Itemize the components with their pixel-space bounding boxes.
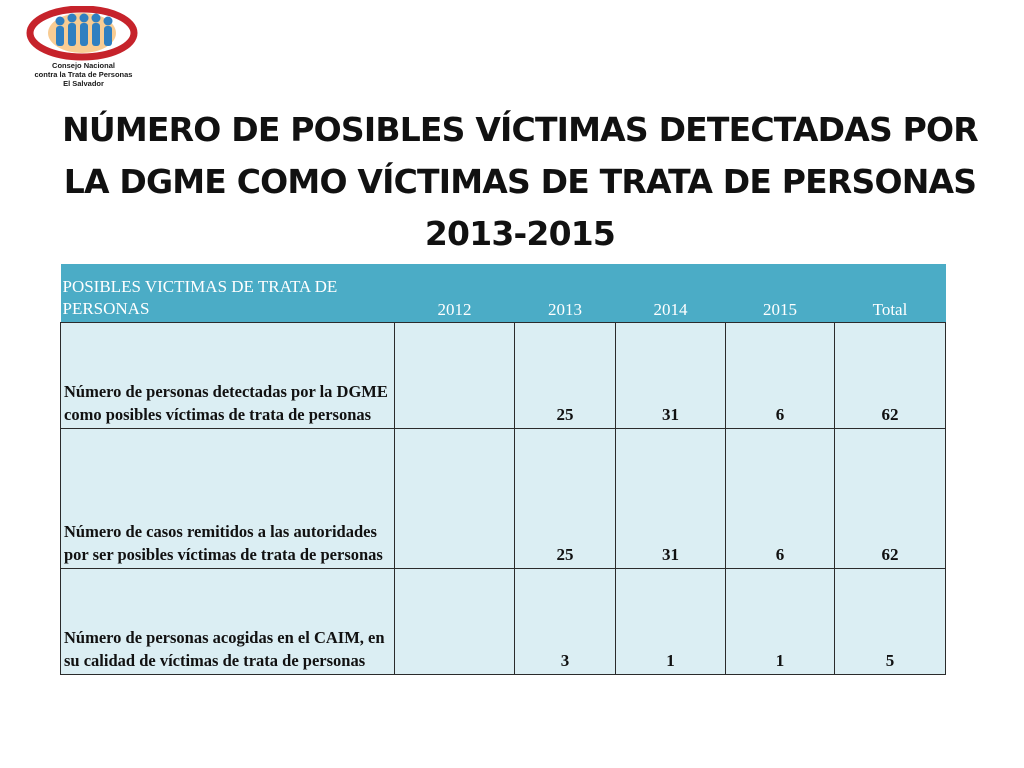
table-row [61,323,946,429]
cell-2012 [395,569,515,675]
column-header-2013: 2013 [515,264,616,323]
column-header-2015: 2015 [726,264,835,323]
column-header-total: Total [835,264,946,323]
cell-2012 [395,429,515,569]
table-row [61,429,946,569]
cell-2015: 6 [726,429,835,569]
cell-total: 62 [835,429,946,569]
cell-2013: 25 [515,323,616,429]
cell-2013: 3 [515,569,616,675]
cell-2014: 31 [616,323,726,429]
column-header-2012: 2012 [395,264,515,323]
column-header-label: POSIBLES VICTIMAS DE TRATA DE PERSONAS [61,264,395,323]
cell-2014: 31 [616,429,726,569]
data-table [60,264,946,675]
logo-line-3: El Salvador [63,79,104,88]
cell-2013: 25 [515,429,616,569]
logo-text [16,61,151,88]
council-emblem-icon [26,6,138,62]
cell-2012 [395,323,515,429]
row-label: Número de casos remitidos a las autoridades por ser posibles víctimas de trata de personas [61,429,395,569]
column-header-2014: 2014 [616,264,726,323]
row-label: Número de personas acogidas en el CAIM, en su calidad de víctimas de trata de personas [61,569,395,675]
cell-2015: 6 [726,323,835,429]
cell-2014: 1 [616,569,726,675]
cell-total: 5 [835,569,946,675]
cell-2015: 1 [726,569,835,675]
table-header-row [61,264,946,323]
cell-total: 62 [835,323,946,429]
page-title: NÚMERO DE POSIBLES VÍCTIMAS DETECTADAS POR LA DGME COMO VÍCTIMAS DE TRATA DE PERSONAS 2013-2015 [62,110,978,253]
row-label: Número de personas detectadas por la DGME como posibles víctimas de trata de personas [61,323,395,429]
table-row [61,569,946,675]
logo-line-2: contra la Trata de Personas [34,70,133,79]
logo-line-1: Consejo Nacional [52,61,115,70]
logo [16,6,151,90]
